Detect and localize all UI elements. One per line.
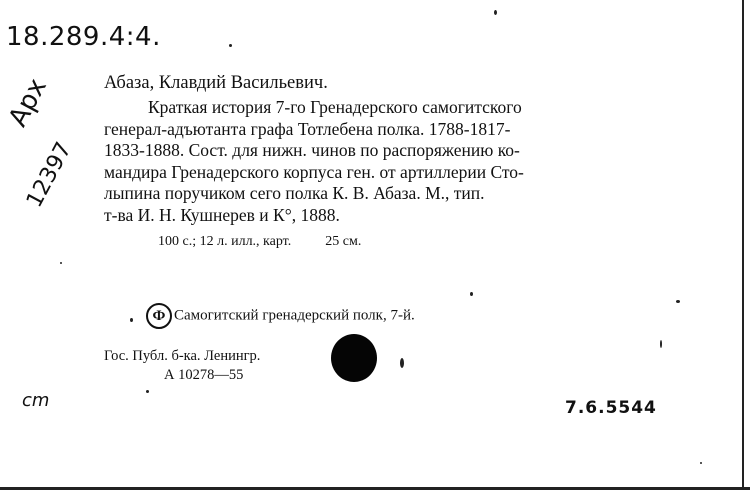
library-name: Гос. Публ. б-ка. Ленингр. <box>104 348 261 364</box>
speck <box>676 300 680 303</box>
title-line: мандира Гренадерского корпуса ген. от артиллерии Сто- <box>104 161 524 182</box>
handwritten-margin-note: Арх <box>3 73 53 132</box>
title-line: генерал-адъютанта графа Тотлебена полка. 1788-1817- <box>104 118 511 139</box>
ink-blot <box>331 334 377 382</box>
speck <box>494 10 497 15</box>
title-line: 1833-1888. Сост. для нижн. чинов по распоряжению ко- <box>104 140 520 160</box>
subject-marker-icon: Ф <box>146 303 172 329</box>
speck <box>60 262 62 264</box>
collation-size: 25 см. <box>325 234 362 249</box>
speck <box>470 292 473 296</box>
speck <box>400 358 404 368</box>
collation <box>158 234 361 250</box>
collation-pages: 100 с.; 12 л. илл., карт. <box>158 234 292 249</box>
library-holding <box>104 347 260 385</box>
call-number: А 10278—55 <box>164 367 244 383</box>
speck <box>229 44 232 47</box>
speck <box>130 318 133 322</box>
title-description <box>104 97 524 226</box>
handwritten-initials: сm <box>22 390 50 411</box>
handwritten-shelfmark: 18.289.4:4. <box>6 22 161 52</box>
title-line: Краткая история 7-го Гренадерского самогитского <box>148 97 522 117</box>
subject-text: Самогитский гренадерский полк, 7-й. <box>174 307 415 324</box>
author-heading: Абаза, Клавдий Васильевич. <box>104 73 328 93</box>
title-line: лыпина поручиком сего полка К. В. Абаза. М., тип. <box>104 183 485 203</box>
speck <box>700 462 702 464</box>
speck <box>660 340 662 348</box>
speck <box>146 390 149 393</box>
handwritten-margin-number: 12397 <box>22 138 77 212</box>
handwritten-number: 7.6.5544 <box>565 398 657 418</box>
subject-heading <box>146 303 415 329</box>
title-line: т-ва И. Н. Кушнерев и К°, 1888. <box>104 204 340 225</box>
card-right-edge <box>742 0 744 490</box>
